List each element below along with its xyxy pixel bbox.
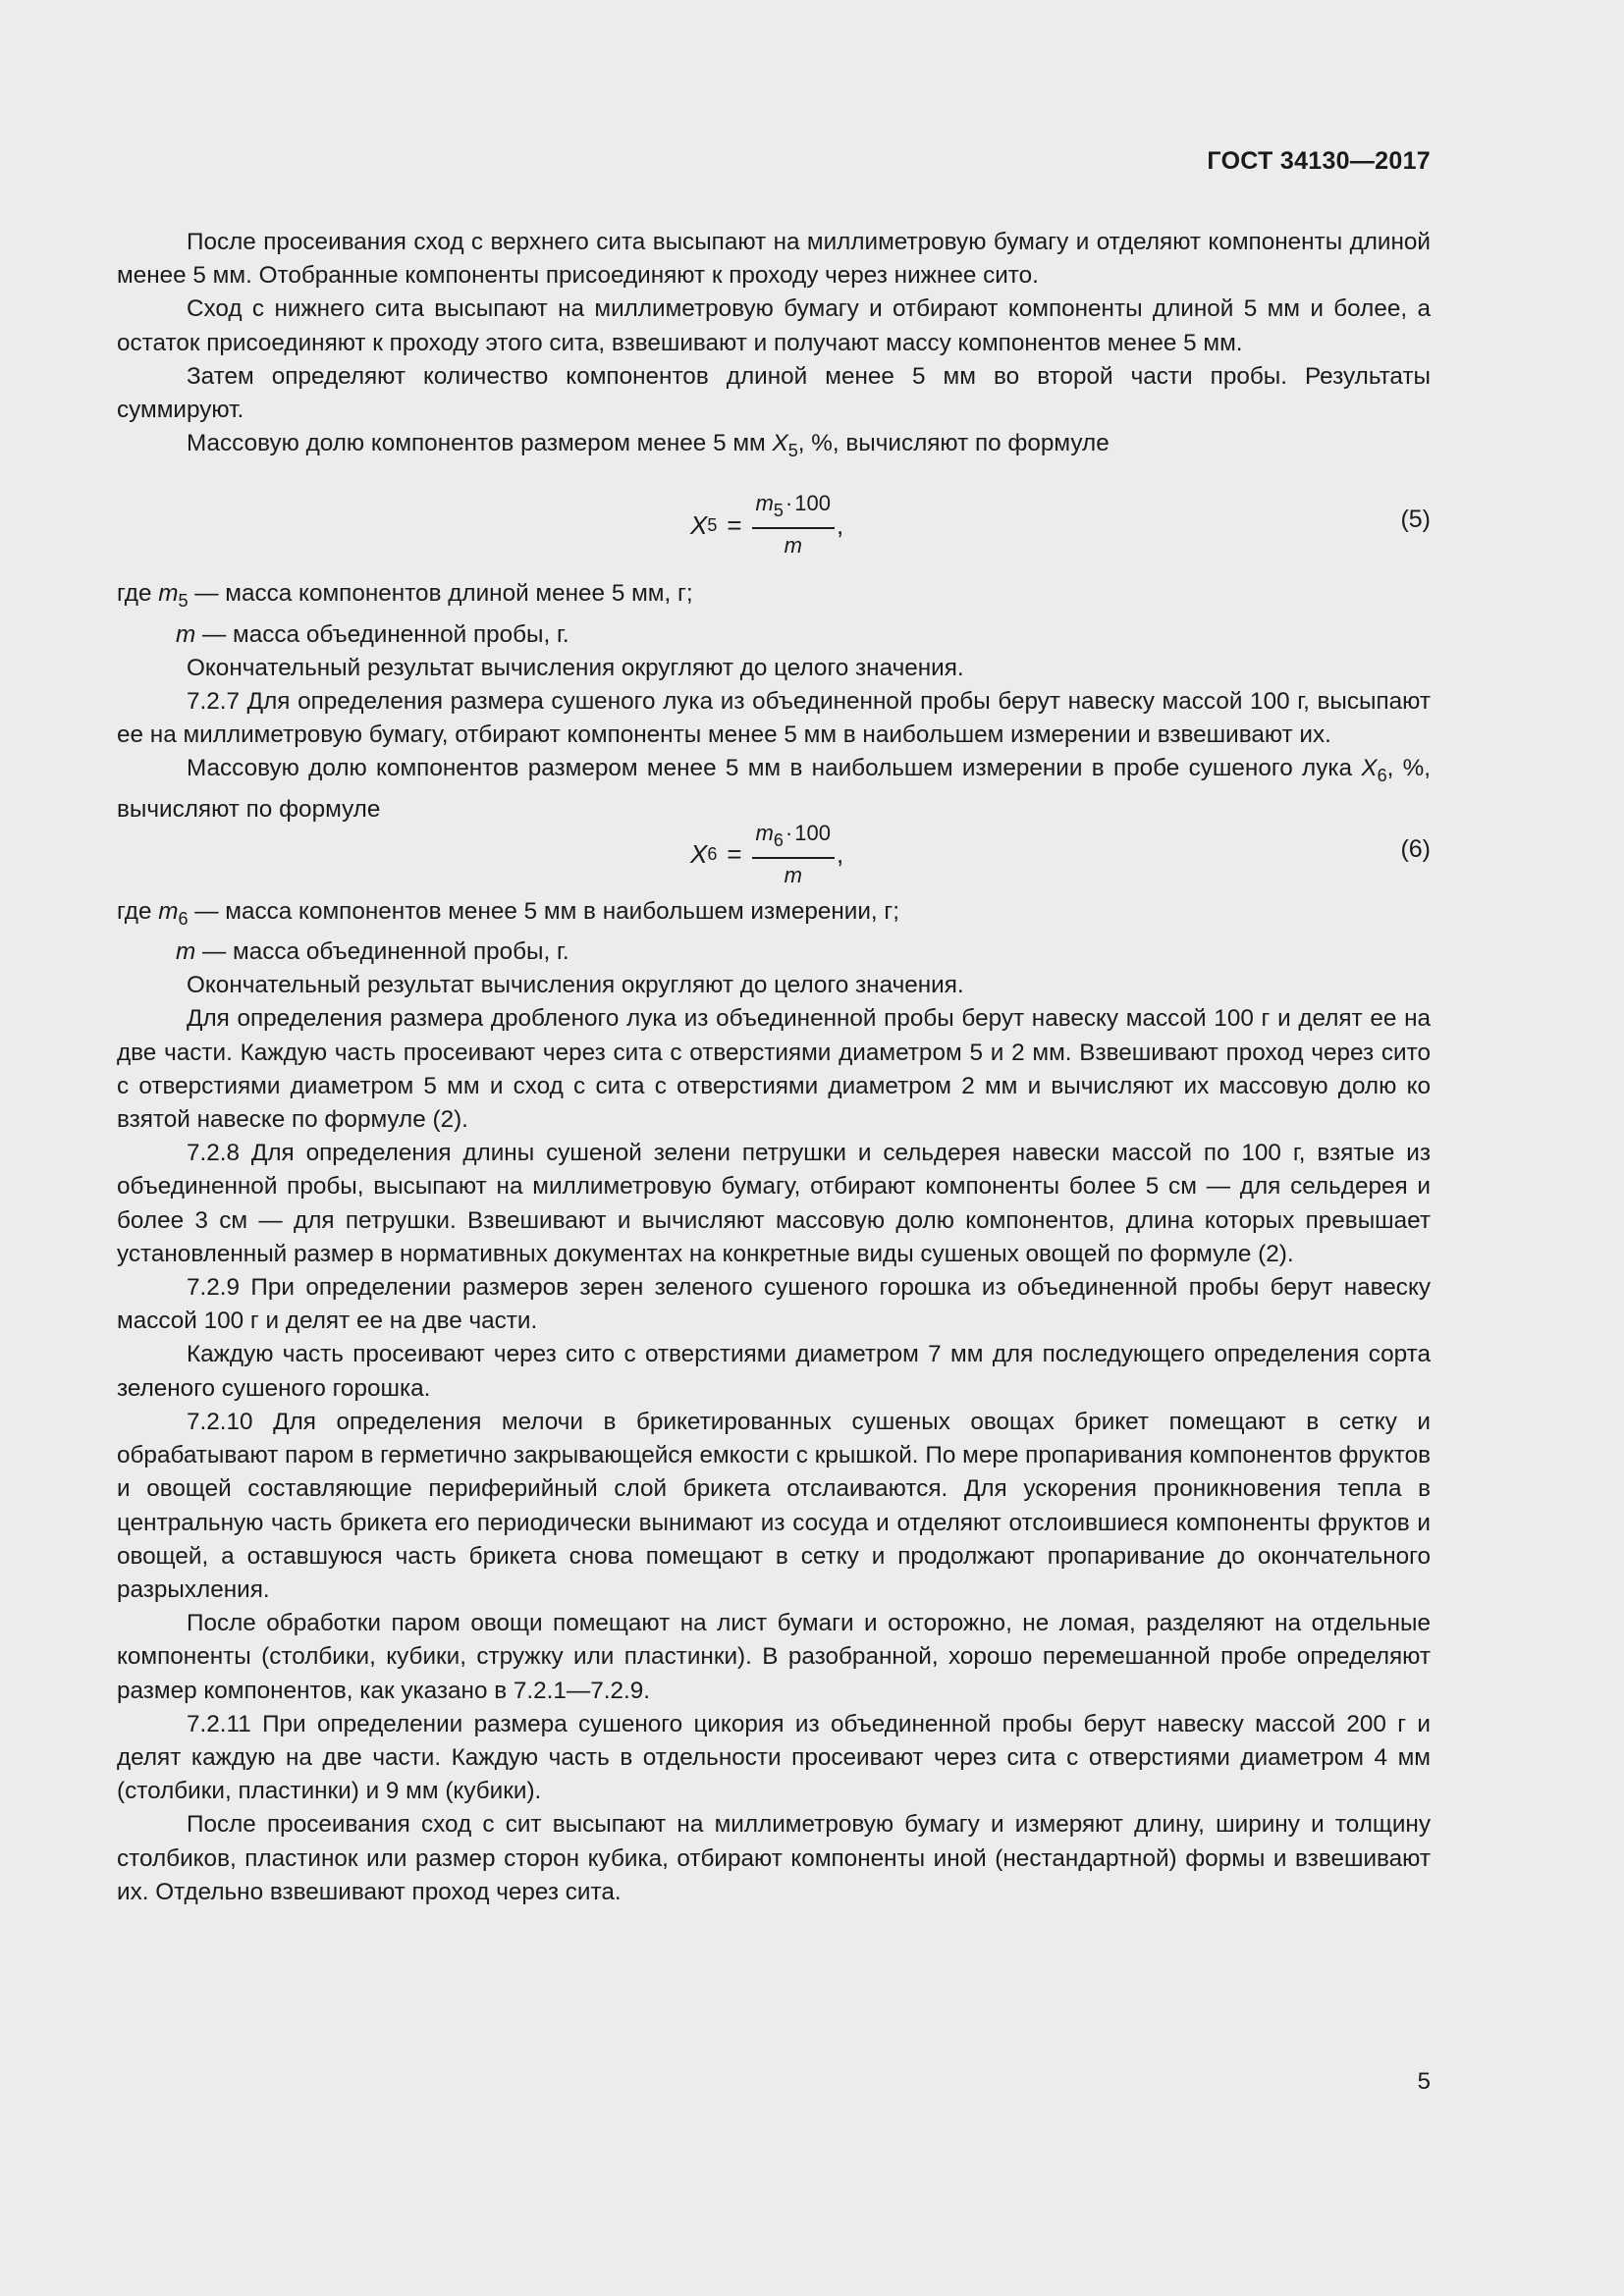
equals-sign: =: [727, 839, 742, 870]
paragraph: 7.2.9 При определении размеров зерен зеленого сушеного горошка из объединенной пробы берут навеску массой 100 г и делят ее на две части.: [117, 1274, 1431, 1335]
subscript: 5: [707, 514, 718, 535]
document-header: ГОСТ 34130—2017: [1207, 147, 1431, 175]
formula-lhs: X: [690, 839, 708, 870]
where-line: где $m_5$ — масса компонентов длиной менее 5 мм, г;: [117, 580, 693, 612]
paragraph: После просеивания сход с верхнего сита высыпают на миллиметровую бумагу и отделяют компоненты длиной менее 5 мм. Отобранные компоненты присоединяют к проходу через нижнее сито.: [117, 229, 1431, 290]
page-number: 5: [1417, 2068, 1431, 2095]
formula-5: [117, 467, 1431, 577]
paragraph: Для определения размера дробленого лука из объединенной пробы берут навеску массой 100 г и делят ее на две части. Каждую часть просеивают через сита с отверстиями диаметром 5 и 2 мм. Взвешивают проход через сито с отверстиями диаметром 5 мм и сход с сита с отверстиями диаметром 2 мм и вычисляют их массовую долю ко взятой навеске по формуле (2).: [117, 1005, 1431, 1134]
paragraph: 7.2.10 Для определения мелочи в брикетированных сушеных овощах брикет помещают в сетку и обрабатывают паром в герметично закрывающейся емкости с крышкой. По мере пропаривания компонентов фруктов и овощей составляющие периферийный слой брикета отслаиваются. Для ускорения проникновения тепла в центральную часть брикета его периодически вынимают из сосуда и отделяют отслоившиеся компоненты фруктов и овощей, а оставшуюся часть брикета снова помещают в сетку и продолжают пропаривание до окончательного разрыхления.: [117, 1408, 1431, 1603]
equals-sign: =: [727, 509, 742, 540]
paragraph: Каждую часть просеивают через сито с отверстиями диаметром 7 мм для последующего определения сорта зеленого сушеного горошка.: [117, 1341, 1431, 1402]
paragraph: После обработки паром овощи помещают на лист бумаги и осторожно, не ломая, разделяют на отдельные компоненты (столбики, кубики, стружку или пластинки). В разобранной, хорошо перемешанной пробе определяют размер компонентов, как указано в 7.2.1—7.2.9.: [117, 1610, 1431, 1704]
paragraph: 7.2.8 Для определения длины сушеной зелени петрушки и сельдерея навески массой по 100 г, взятые из объединенной пробы, высыпают на миллиметровую бумагу, отбирают компоненты более 5 см — для сельдерея и более 3 см — для петрушки. Взвешивают и вычисляют массовую долю компонентов, длина которых превышает установленный размер в нормативных документах на конкретные виды сушеных овощей по формуле (2).: [117, 1140, 1431, 1267]
subscript: 5: [787, 441, 798, 461]
paragraph: Затем определяют количество компонентов длиной менее 5 мм во второй части пробы. Результаты суммируют.: [117, 362, 1431, 424]
formula-6: [117, 819, 1431, 895]
paragraph: Окончательный результат вычисления округляют до целого значения.: [187, 654, 964, 681]
paragraph: 7.2.11 При определении размера сушеного цикория из объединенной пробы берут навеску массой 200 г и делят каждую на две части. Каждую часть в отдельности просеивают через сита с отверстиями диаметром 4 мм (столбики, пластинки) и 9 мм (кубики).: [117, 1710, 1431, 1805]
paragraph: После просеивания сход с сит высыпают на миллиметровую бумагу и измеряют длину, ширину и толщину столбиков, пластинок или размер сторон кубика, отбирают компоненты иной (нестандартной) формы и взвешивают их. Отдельно взвешивают проход через сита.: [117, 1811, 1431, 1905]
subscript: 6: [1377, 766, 1387, 786]
numerator: $m_5\cdot 100$: [752, 489, 835, 529]
denominator: m: [784, 533, 802, 559]
document-page: [117, 0, 1431, 2296]
formula-expression: X 5 = $\frac{m_5\cdot 100}{m}$ ,: [690, 489, 843, 561]
paragraph: Массовую долю компонентов размером менее 5 мм $X_5$, %, вычисляют по формуле: [187, 430, 1110, 461]
fraction: [752, 489, 835, 561]
document-body: [117, 226, 1431, 1909]
formula-number: (5): [1400, 506, 1431, 534]
variable: X: [1361, 755, 1378, 782]
where-line: m — масса объединенной пробы, г.: [176, 620, 569, 648]
formula-lhs: X: [690, 509, 708, 540]
formula-expression: X 6 = $\frac{m_6\cdot 100}{m}$ ,: [690, 819, 843, 890]
paragraph: Массовую долю компонентов размером менее 5 мм в наибольшем измерении в пробе сушеного лука $X_6$, %, вычисляют по формуле: [117, 755, 1431, 823]
fraction: [752, 819, 835, 890]
paragraph: 7.2.7 Для определения размера сушеного лука из объединенной пробы берут навеску массой 100 г, высыпают ее на миллиметровую бумагу, отбирают компоненты менее 5 мм в наибольшем измерении и взвешивают их.: [117, 688, 1431, 749]
variable: X: [772, 430, 788, 457]
denominator: m: [784, 862, 802, 887]
where-line: m — масса объединенной пробы, г.: [176, 938, 569, 966]
numerator: $m_6\cdot 100$: [752, 819, 835, 859]
formula-number: (6): [1400, 834, 1431, 863]
paragraph: Сход с нижнего сита высыпают на миллиметровую бумагу и отбирают компоненты длиной 5 мм и более, а остаток присоединяют к проходу этого сита, взвешивают и получают массу компонентов менее 5 мм.: [117, 295, 1431, 356]
where-line: где $m_6$ — масса компонентов менее 5 мм в наибольшем измерении, г;: [117, 897, 900, 929]
subscript: 6: [707, 844, 718, 865]
paragraph: Окончательный результат вычисления округляют до целого значения.: [187, 972, 964, 999]
